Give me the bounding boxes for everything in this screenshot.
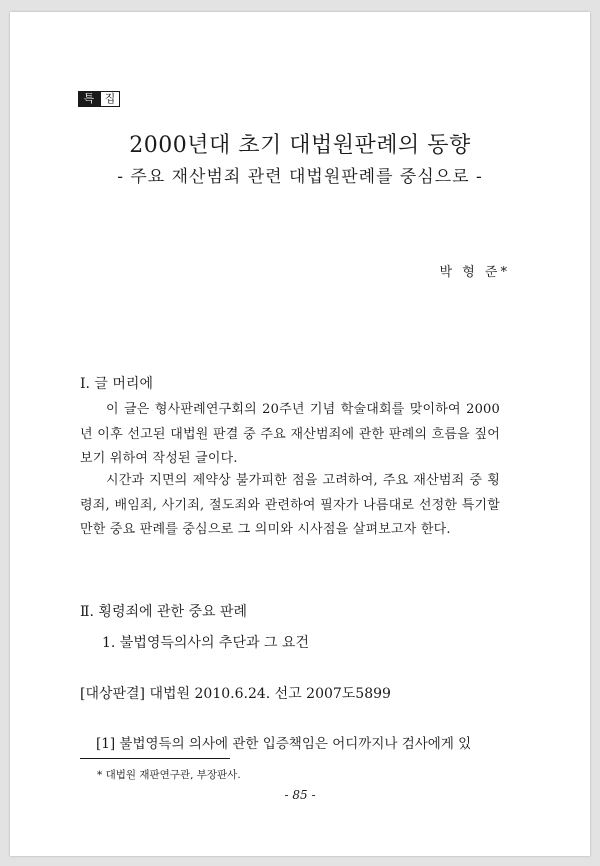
footnote: * 대법원 재판연구관, 부장판사.: [97, 769, 241, 781]
case-text: 대법원 2010.6.24. 선고 2007도5899: [149, 686, 391, 702]
author-name: 박 형 준*: [439, 265, 510, 280]
article-subtitle: - 주요 재산범죄 관련 대법원판례를 중심으로 -: [117, 167, 483, 187]
section-1-heading: Ⅰ. 글 머리에: [80, 376, 153, 392]
article-title: 2000년대 초기 대법원판례의 동향: [129, 133, 471, 158]
badge-left: 특: [78, 91, 100, 107]
case-label: [대상판결]: [80, 686, 146, 702]
section-1-paragraph-2: 시간과 지면의 제약상 불가피한 점을 고려하여, 주요 재산범죄 중 횡령죄, 배임죄, 사기죄, 절도죄와 관련하여 필자가 나름대로 선정한 특기할 만한 중요 판례를 중심으로 그 의미와 시사점을 살펴보고자 한다.: [80, 473, 500, 537]
case-reference: [80, 683, 391, 703]
footnote-rule: [80, 758, 230, 759]
page-number: - 85 -: [284, 788, 316, 802]
section-2-subheading: 1. 불법영득의사의 추단과 그 요건: [102, 635, 309, 651]
section-2-heading: Ⅱ. 횡령죄에 관한 중요 판례: [80, 604, 248, 620]
section-badge: [78, 91, 120, 107]
holding-item-1: [1] 불법영득의 의사에 관한 입증책임은 어디까지나 검사에게 있: [96, 736, 472, 752]
badge-right: 집: [100, 91, 120, 107]
section-1-paragraph-1: 이 글은 형사판례연구회의 20주년 기념 학술대회를 맞이하여 2000년 이후 선고된 대법원 판결 중 주요 재산범죄에 관한 판례의 흐름을 짚어보기 위하여 작성된 글이다.: [80, 402, 500, 466]
